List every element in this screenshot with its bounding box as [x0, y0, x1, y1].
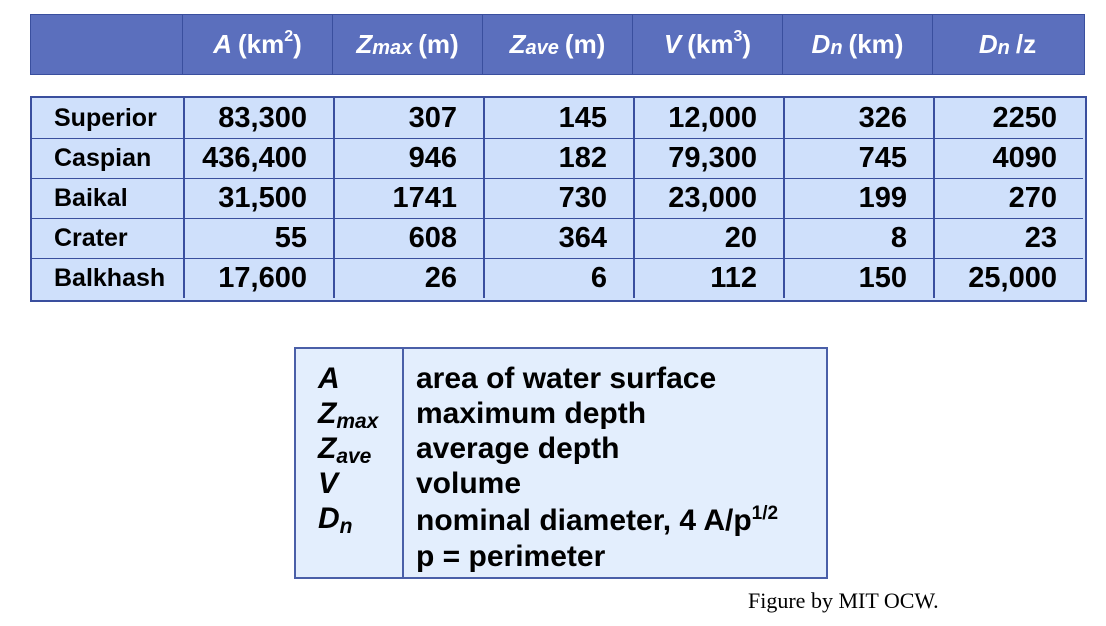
legend-def-nominal-diameter [416, 501, 778, 539]
legend-symbol-letter: D [318, 502, 340, 535]
cell-value: 270 [933, 178, 1083, 218]
cell-value: 23,000 [633, 178, 783, 218]
cell-value: 83,300 [183, 98, 333, 138]
cell-value: 79,300 [633, 138, 783, 178]
legend-def-perimeter: p = perimeter [416, 540, 606, 573]
header-symbol: Z [356, 29, 373, 59]
legend-box [294, 347, 828, 579]
header-cell-5 [782, 15, 932, 74]
header-subscript: max [372, 37, 413, 59]
cell-value: 182 [483, 138, 633, 178]
row-name: Baikal [32, 178, 183, 218]
legend-symbol [318, 431, 402, 466]
cell-value: 25,000 [933, 258, 1083, 298]
header-unit: (km [687, 29, 734, 59]
cell-value: 1741 [333, 178, 483, 218]
header-cell-4 [632, 15, 782, 74]
header-cell-1 [182, 15, 332, 74]
nominal-diameter-text: nominal diameter, 4 A/p [416, 504, 752, 537]
header-cell-3 [482, 15, 632, 74]
cell-value: 17,600 [183, 258, 333, 298]
cell-value: 730 [483, 178, 633, 218]
row-name: Balkhash [32, 258, 183, 298]
header-unit: (m) [564, 29, 606, 59]
cell-value: 150 [783, 258, 933, 298]
cell-value: 23 [933, 218, 1083, 258]
cell-value: 326 [783, 98, 933, 138]
legend-symbol-subscript: ave [336, 445, 372, 468]
header-unit: (km) [848, 29, 904, 59]
header-symbol: D [811, 29, 831, 59]
legend-definitions [404, 349, 778, 577]
cell-value: 31,500 [183, 178, 333, 218]
header-subscript: n [997, 37, 1010, 59]
nominal-diameter-exponent: 1/2 [751, 503, 779, 524]
legend-def-avg-depth: average depth [416, 432, 620, 465]
figure-credit: Figure by MIT OCW. [748, 588, 939, 613]
header-unit: /z [1015, 29, 1037, 59]
row-name: Crater [32, 218, 183, 258]
header-unit-close: ) [742, 29, 752, 59]
header-cell-0 [31, 15, 182, 74]
legend-symbol [318, 396, 402, 431]
cell-value: 20 [633, 218, 783, 258]
row-name: Caspian [32, 138, 183, 178]
header-subscript: n [830, 37, 843, 59]
cell-value: 2250 [933, 98, 1083, 138]
cell-value: 6 [483, 258, 633, 298]
cell-value: 364 [483, 218, 633, 258]
header-symbol: A [213, 29, 232, 59]
cell-value: 946 [333, 138, 483, 178]
data-table [30, 96, 1087, 302]
cell-value: 436,400 [183, 138, 333, 178]
header-superscript: 2 [284, 27, 294, 45]
cell-value: 199 [783, 178, 933, 218]
cell-value: 745 [783, 138, 933, 178]
cell-value: 112 [633, 258, 783, 298]
header-subscript: ave [525, 37, 559, 59]
cell-value: 55 [183, 218, 333, 258]
header-superscript: 3 [733, 27, 743, 45]
cell-value: 145 [483, 98, 633, 138]
legend-def-volume: volume [416, 467, 522, 500]
header-unit: (km [237, 29, 285, 59]
cell-value: 26 [333, 258, 483, 298]
legend-symbol-letter: V [318, 467, 339, 500]
header-cell-2 [332, 15, 482, 74]
cell-value: 4090 [933, 138, 1083, 178]
legend-def-max-depth: maximum depth [416, 397, 647, 430]
cell-value: 307 [333, 98, 483, 138]
legend-symbol-subscript: max [336, 410, 379, 433]
header-symbol: Z [509, 29, 526, 59]
legend-def-area: area of water surface [416, 362, 717, 395]
legend-symbol [318, 466, 402, 501]
legend-symbol [318, 501, 402, 536]
cell-value: 608 [333, 218, 483, 258]
header-symbol: D [978, 29, 998, 59]
row-name: Superior [54, 103, 157, 132]
header-unit: (m) [418, 29, 459, 59]
cell-value: 8 [783, 218, 933, 258]
table-header [30, 14, 1085, 75]
header-symbol: V [663, 29, 682, 59]
legend-symbol-letter: A [318, 362, 340, 395]
legend-symbol-subscript: n [339, 515, 353, 538]
header-unit-close: ) [293, 29, 302, 59]
legend-symbol [318, 361, 402, 396]
cell-value: 12,000 [633, 98, 783, 138]
legend-symbol-letter: Z [318, 432, 337, 465]
header-cell-6 [932, 15, 1082, 74]
legend-symbol-letter: Z [318, 397, 337, 430]
legend-symbols [296, 349, 404, 577]
